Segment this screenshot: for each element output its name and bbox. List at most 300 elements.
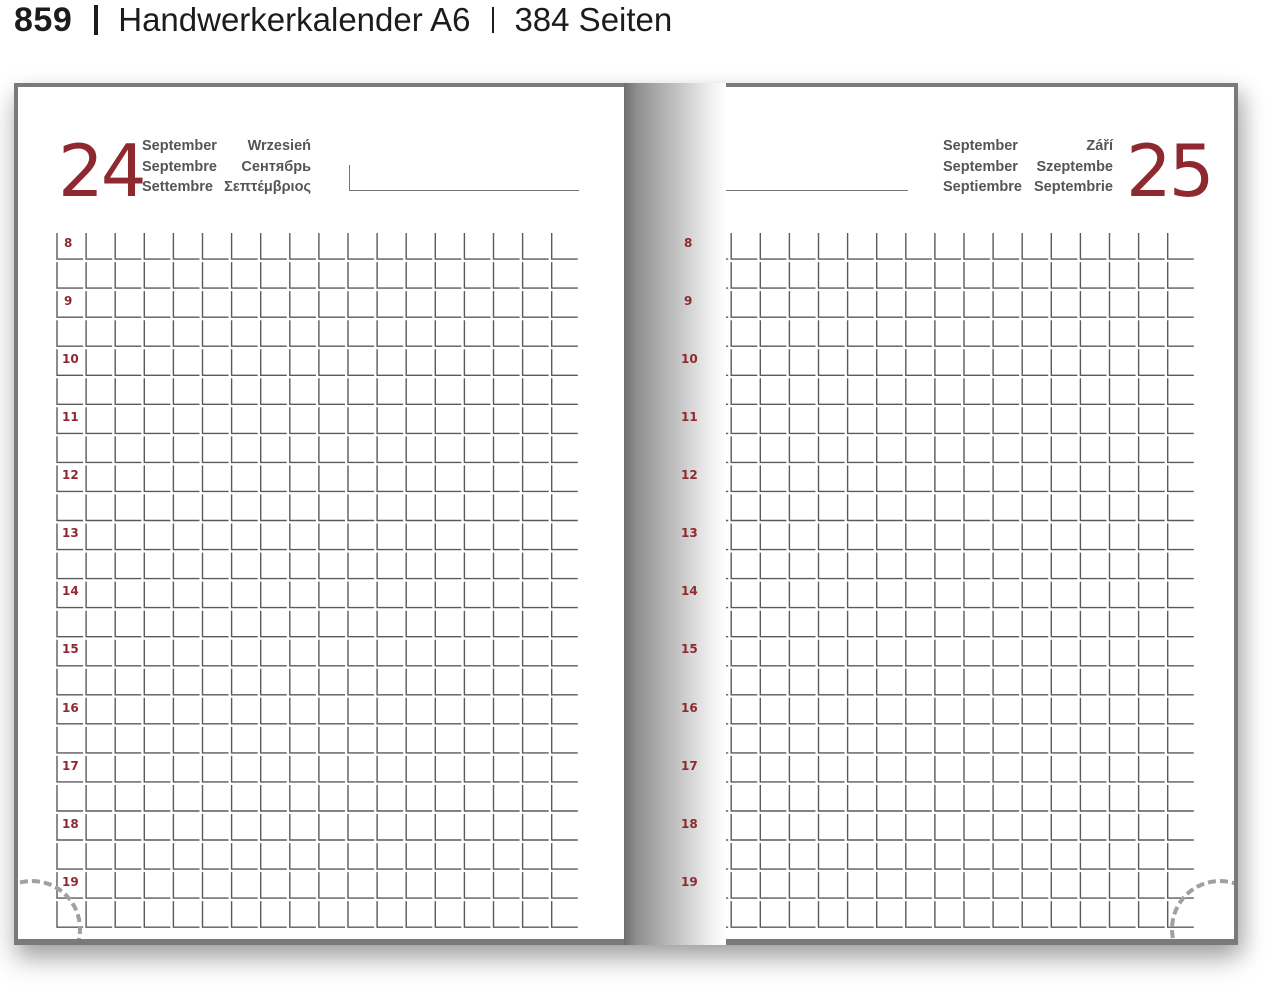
writing-cell	[319, 494, 345, 520]
writing-cell	[377, 553, 403, 579]
writing-cell	[86, 698, 112, 724]
writing-cell	[144, 524, 170, 550]
writing-cell	[552, 407, 578, 433]
writing-cell	[993, 872, 1019, 898]
writing-cell	[1110, 291, 1136, 317]
writing-cell	[877, 640, 903, 666]
writing-cell	[406, 494, 432, 520]
writing-cell	[173, 640, 199, 666]
writing-cell	[877, 611, 903, 637]
writing-cell	[319, 262, 345, 288]
writing-cell	[731, 669, 757, 695]
writing-cell	[1110, 756, 1136, 782]
writing-cell	[1051, 436, 1077, 462]
writing-cell	[377, 756, 403, 782]
writing-cell	[993, 756, 1019, 782]
writing-cell	[406, 320, 432, 346]
writing-cell	[319, 553, 345, 579]
writing-cell	[1080, 843, 1106, 869]
writing-cell	[877, 378, 903, 404]
writing-cell	[1080, 436, 1106, 462]
writing-cell	[290, 465, 316, 491]
writing-cell	[319, 378, 345, 404]
writing-cell	[731, 727, 757, 753]
writing-cell	[494, 785, 520, 811]
writing-cell	[173, 756, 199, 782]
writing-cell	[760, 524, 786, 550]
writing-cell	[173, 843, 199, 869]
writing-cell	[1022, 291, 1048, 317]
writing-cell	[877, 872, 903, 898]
writing-cell	[964, 349, 990, 375]
writing-cell	[261, 320, 287, 346]
writing-cell	[877, 465, 903, 491]
writing-cell	[1110, 553, 1136, 579]
writing-cell	[1022, 727, 1048, 753]
writing-cell	[935, 727, 961, 753]
writing-cell	[290, 524, 316, 550]
month-name: Septembrie	[1034, 179, 1113, 195]
writing-cell	[319, 436, 345, 462]
writing-cell	[789, 582, 815, 608]
writing-cell	[935, 872, 961, 898]
writing-cell	[552, 378, 578, 404]
writing-cell	[789, 669, 815, 695]
writing-cell	[1022, 262, 1048, 288]
writing-cell	[173, 727, 199, 753]
writing-cell	[377, 436, 403, 462]
writing-cell	[144, 814, 170, 840]
writing-cell	[819, 698, 845, 724]
writing-cell	[848, 582, 874, 608]
writing-cell	[964, 553, 990, 579]
writing-cell	[261, 814, 287, 840]
writing-cell	[173, 291, 199, 317]
writing-cell	[523, 291, 549, 317]
writing-cell	[935, 756, 961, 782]
writing-cell	[1139, 465, 1165, 491]
writing-cell	[1139, 756, 1165, 782]
writing-cell	[144, 465, 170, 491]
writing-cell	[964, 698, 990, 724]
writing-cell	[906, 814, 932, 840]
writing-cell	[319, 872, 345, 898]
writing-cell	[232, 553, 258, 579]
writing-cell	[435, 611, 461, 637]
writing-cell	[789, 814, 815, 840]
writing-cell	[57, 727, 83, 753]
writing-cell	[261, 727, 287, 753]
writing-cell	[115, 320, 141, 346]
writing-cell	[993, 611, 1019, 637]
writing-cell	[848, 494, 874, 520]
writing-cell	[552, 262, 578, 288]
writing-cell	[290, 611, 316, 637]
writing-cell	[993, 843, 1019, 869]
writing-cell	[232, 349, 258, 375]
writing-cell	[203, 233, 229, 259]
writing-cell	[760, 494, 786, 520]
hour-label-right: 12	[681, 468, 698, 482]
writing-cell	[760, 553, 786, 579]
writing-cell	[1051, 872, 1077, 898]
writing-cell	[789, 233, 815, 259]
hour-label-right: 14	[681, 584, 698, 598]
writing-cell	[406, 756, 432, 782]
writing-cell	[435, 320, 461, 346]
writing-cell	[819, 872, 845, 898]
writing-cell	[464, 494, 490, 520]
writing-cell	[494, 349, 520, 375]
writing-cell	[1139, 843, 1165, 869]
writing-cell	[935, 378, 961, 404]
writing-cell	[232, 785, 258, 811]
writing-cell	[993, 669, 1019, 695]
writing-cell	[144, 785, 170, 811]
writing-cell	[435, 436, 461, 462]
hour-label-right: 10	[681, 352, 698, 366]
writing-cell	[494, 465, 520, 491]
writing-cell	[993, 349, 1019, 375]
writing-cell	[1139, 611, 1165, 637]
writing-cell	[86, 756, 112, 782]
writing-cell	[1110, 901, 1136, 927]
writing-cell	[964, 233, 990, 259]
writing-cell	[144, 494, 170, 520]
writing-cell	[1080, 407, 1106, 433]
writing-cell	[552, 494, 578, 520]
writing-cell	[1022, 843, 1048, 869]
writing-cell	[494, 291, 520, 317]
writing-cell	[290, 669, 316, 695]
writing-cell	[1051, 262, 1077, 288]
writing-cell	[848, 843, 874, 869]
writing-cell	[1139, 872, 1165, 898]
writing-cell	[261, 901, 287, 927]
writing-cell	[348, 378, 374, 404]
writing-cell	[523, 756, 549, 782]
writing-cell	[261, 872, 287, 898]
writing-cell	[731, 698, 757, 724]
writing-cell	[819, 553, 845, 579]
writing-cell	[86, 582, 112, 608]
writing-cell	[144, 843, 170, 869]
writing-cell	[1022, 233, 1048, 259]
writing-cell	[57, 843, 83, 869]
writing-cell	[319, 291, 345, 317]
writing-cell	[115, 465, 141, 491]
writing-cell	[819, 611, 845, 637]
left-day-number: 24	[58, 129, 144, 213]
writing-cell	[144, 756, 170, 782]
writing-cell	[1022, 669, 1048, 695]
writing-cell	[261, 378, 287, 404]
hour-label-left: 11	[62, 410, 79, 424]
writing-cell	[789, 553, 815, 579]
writing-cell	[789, 843, 815, 869]
writing-cell	[290, 291, 316, 317]
writing-cell	[290, 378, 316, 404]
hour-label-right: 15	[681, 642, 698, 656]
writing-cell	[203, 582, 229, 608]
writing-cell	[760, 872, 786, 898]
writing-cell	[261, 669, 287, 695]
writing-cell	[552, 814, 578, 840]
writing-cell	[877, 727, 903, 753]
writing-cell	[319, 814, 345, 840]
writing-cell	[203, 785, 229, 811]
writing-cell	[877, 524, 903, 550]
writing-cell	[406, 901, 432, 927]
writing-cell	[964, 582, 990, 608]
writing-cell	[731, 524, 757, 550]
writing-cell	[203, 262, 229, 288]
writing-cell	[1139, 785, 1165, 811]
writing-cell	[464, 756, 490, 782]
writing-cell	[1051, 843, 1077, 869]
month-name: Septembre	[142, 158, 217, 175]
writing-cell	[1051, 901, 1077, 927]
writing-cell	[406, 524, 432, 550]
writing-cell	[1051, 378, 1077, 404]
writing-cell	[1168, 407, 1194, 433]
writing-cell	[552, 727, 578, 753]
writing-cell	[1168, 814, 1194, 840]
writing-cell	[906, 349, 932, 375]
writing-cell	[377, 582, 403, 608]
writing-cell	[1139, 582, 1165, 608]
writing-cell	[348, 756, 374, 782]
writing-cell	[290, 233, 316, 259]
writing-cell	[760, 291, 786, 317]
writing-cell	[760, 814, 786, 840]
writing-cell	[1110, 320, 1136, 346]
writing-cell	[552, 553, 578, 579]
writing-cell	[552, 872, 578, 898]
writing-cell	[789, 494, 815, 520]
writing-cell	[964, 756, 990, 782]
writing-cell	[1080, 785, 1106, 811]
writing-cell	[290, 320, 316, 346]
writing-cell	[993, 320, 1019, 346]
writing-cell	[377, 785, 403, 811]
writing-cell	[523, 872, 549, 898]
writing-cell	[1022, 698, 1048, 724]
writing-cell	[494, 320, 520, 346]
writing-cell	[261, 611, 287, 637]
writing-cell	[1022, 553, 1048, 579]
writing-cell	[906, 872, 932, 898]
month-name: Σεπτέμβριος	[224, 179, 311, 195]
writing-cell	[435, 814, 461, 840]
writing-cell	[906, 494, 932, 520]
writing-cell	[731, 843, 757, 869]
writing-cell	[906, 378, 932, 404]
writing-cell	[173, 436, 199, 462]
writing-cell	[232, 378, 258, 404]
writing-cell	[435, 524, 461, 550]
writing-cell	[57, 320, 83, 346]
writing-cell	[406, 233, 432, 259]
writing-cell	[848, 349, 874, 375]
writing-cell	[232, 669, 258, 695]
writing-cell	[203, 814, 229, 840]
writing-cell	[464, 407, 490, 433]
writing-cell	[1051, 756, 1077, 782]
writing-cell	[144, 640, 170, 666]
writing-cell	[789, 756, 815, 782]
writing-cell	[290, 494, 316, 520]
writing-cell	[435, 349, 461, 375]
writing-cell	[1139, 233, 1165, 259]
writing-cell	[144, 901, 170, 927]
writing-cell	[494, 901, 520, 927]
writing-cell	[173, 669, 199, 695]
writing-cell	[57, 553, 83, 579]
writing-cell	[86, 436, 112, 462]
writing-cell	[1022, 611, 1048, 637]
writing-cell	[435, 669, 461, 695]
writing-cell	[435, 407, 461, 433]
writing-cell	[348, 320, 374, 346]
writing-cell	[261, 843, 287, 869]
writing-cell	[494, 698, 520, 724]
hour-label-right: 17	[681, 759, 698, 773]
writing-cell	[464, 611, 490, 637]
writing-cell	[348, 407, 374, 433]
writing-cell	[406, 669, 432, 695]
writing-cell	[1139, 524, 1165, 550]
writing-cell	[319, 524, 345, 550]
writing-cell	[877, 698, 903, 724]
writing-cell	[1022, 872, 1048, 898]
writing-cell	[789, 320, 815, 346]
writing-cell	[906, 553, 932, 579]
writing-cell	[377, 233, 403, 259]
writing-cell	[348, 262, 374, 288]
writing-cell	[261, 785, 287, 811]
writing-cell	[261, 698, 287, 724]
writing-cell	[377, 407, 403, 433]
writing-cell	[115, 378, 141, 404]
writing-cell	[935, 262, 961, 288]
writing-cell	[523, 233, 549, 259]
writing-cell	[1051, 727, 1077, 753]
writing-cell	[406, 407, 432, 433]
writing-cell	[993, 727, 1019, 753]
writing-cell	[848, 465, 874, 491]
writing-cell	[290, 640, 316, 666]
writing-cell	[348, 901, 374, 927]
writing-cell	[1051, 465, 1077, 491]
writing-cell	[290, 872, 316, 898]
writing-cell	[1051, 582, 1077, 608]
month-name: September	[943, 158, 1018, 175]
writing-cell	[1139, 640, 1165, 666]
writing-cell	[406, 785, 432, 811]
writing-cell	[1110, 378, 1136, 404]
writing-cell	[848, 611, 874, 637]
writing-cell	[173, 582, 199, 608]
writing-cell	[435, 785, 461, 811]
writing-cell	[203, 727, 229, 753]
writing-cell	[1022, 407, 1048, 433]
writing-cell	[848, 901, 874, 927]
writing-cell	[935, 582, 961, 608]
writing-cell	[494, 756, 520, 782]
writing-cell	[57, 669, 83, 695]
writing-cell	[464, 262, 490, 288]
writing-cell	[203, 843, 229, 869]
writing-cell	[877, 349, 903, 375]
writing-cell	[819, 756, 845, 782]
writing-cell	[523, 640, 549, 666]
writing-cell	[57, 785, 83, 811]
writing-cell	[906, 669, 932, 695]
writing-cell	[435, 465, 461, 491]
writing-cell	[464, 872, 490, 898]
writing-cell	[1168, 727, 1194, 753]
writing-cell	[203, 698, 229, 724]
writing-cell	[760, 756, 786, 782]
writing-cell	[731, 349, 757, 375]
writing-cell	[523, 785, 549, 811]
writing-cell	[848, 814, 874, 840]
writing-cell	[406, 698, 432, 724]
writing-cell	[1080, 756, 1106, 782]
writing-cell	[819, 407, 845, 433]
writing-cell	[290, 901, 316, 927]
writing-cell	[319, 843, 345, 869]
writing-cell	[57, 262, 83, 288]
writing-cell	[964, 669, 990, 695]
writing-cell	[1080, 901, 1106, 927]
writing-cell	[848, 669, 874, 695]
writing-cell	[848, 436, 874, 462]
writing-cell	[377, 611, 403, 637]
right-day-number: 25	[1126, 129, 1212, 213]
writing-cell	[731, 582, 757, 608]
writing-cell	[1051, 320, 1077, 346]
writing-cell	[993, 407, 1019, 433]
writing-cell	[760, 698, 786, 724]
writing-cell	[144, 378, 170, 404]
writing-cell	[1022, 785, 1048, 811]
writing-cell	[964, 378, 990, 404]
writing-cell	[464, 436, 490, 462]
catalog-number: 859	[14, 0, 73, 39]
writing-cell	[935, 233, 961, 259]
writing-cell	[115, 756, 141, 782]
writing-cell	[319, 349, 345, 375]
writing-cell	[86, 378, 112, 404]
writing-cell	[819, 785, 845, 811]
writing-cell	[464, 553, 490, 579]
writing-cell	[1110, 843, 1136, 869]
writing-cell	[406, 436, 432, 462]
writing-cell	[1168, 262, 1194, 288]
writing-cell	[86, 901, 112, 927]
hour-label-right: 9	[684, 294, 693, 308]
writing-cell	[203, 524, 229, 550]
writing-cell	[789, 349, 815, 375]
writing-cell	[964, 640, 990, 666]
writing-cell	[261, 349, 287, 375]
writing-cell	[203, 553, 229, 579]
writing-cell	[1110, 872, 1136, 898]
hour-label-left: 10	[62, 352, 79, 366]
writing-cell	[115, 611, 141, 637]
